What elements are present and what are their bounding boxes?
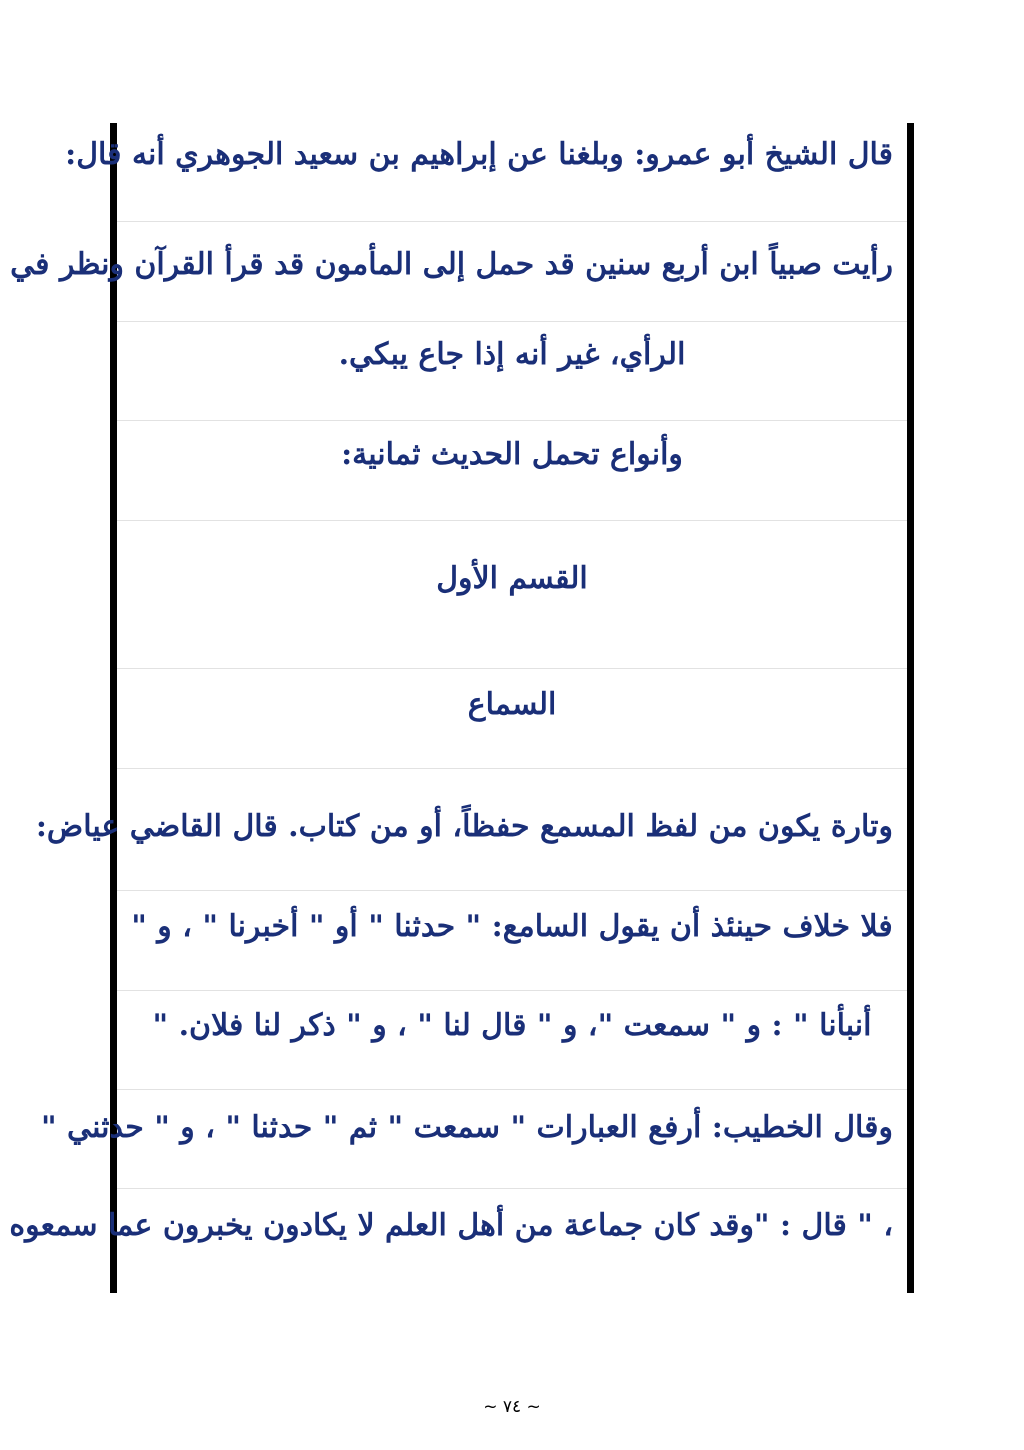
line-rule [117, 990, 907, 991]
line-rule [117, 520, 907, 521]
line-rule [117, 768, 907, 769]
page-frame [9, 123, 914, 1293]
line-rule [117, 890, 907, 891]
text-line: رأيت صبياً ابن أربع سنين قد حمل إلى المأمون قد قرأ القرآن ونظر في [10, 247, 893, 282]
text-line: الرأي، غير أنه إذا جاع يبكي. [338, 337, 686, 372]
text-line: وتارة يكون من لفظ المسمع حفظاً، أو من كتاب. قال القاضي عياض: [35, 809, 893, 844]
text-line: وقال الخطيب: أرفع العبارات " سمعت " ثم " حدثنا " ، و " حدثني " [40, 1110, 893, 1145]
section-heading: القسم الأول [436, 561, 588, 596]
text-line: فلا خلاف حينئذ أن يقول السامع: " حدثنا " أو " أخبرنا " ، و " [131, 909, 893, 944]
text-line: ، " قال : "وقد كان جماعة من أهل العلم لا يكادون يخبرون عما سمعوه [9, 1208, 893, 1243]
text-line: أنبأنا " : و " سمعت "، و " قال لنا " ، و " ذكر لنا فلان. " [152, 1008, 872, 1043]
page-number: ~ ٧٤ ~ [483, 1397, 541, 1417]
text-line: وأنواع تحمل الحديث ثمانية: [341, 437, 683, 472]
text-line: قال الشيخ أبو عمرو: وبلغنا عن إبراهيم بن سعيد الجوهري أنه قال: [65, 137, 893, 172]
line-rule [117, 1188, 907, 1189]
line-rule [117, 321, 907, 322]
section-subheading: السماع [467, 687, 557, 722]
line-rule [117, 1089, 907, 1090]
line-rule [117, 221, 907, 222]
line-rule [117, 420, 907, 421]
line-rule [117, 668, 907, 669]
